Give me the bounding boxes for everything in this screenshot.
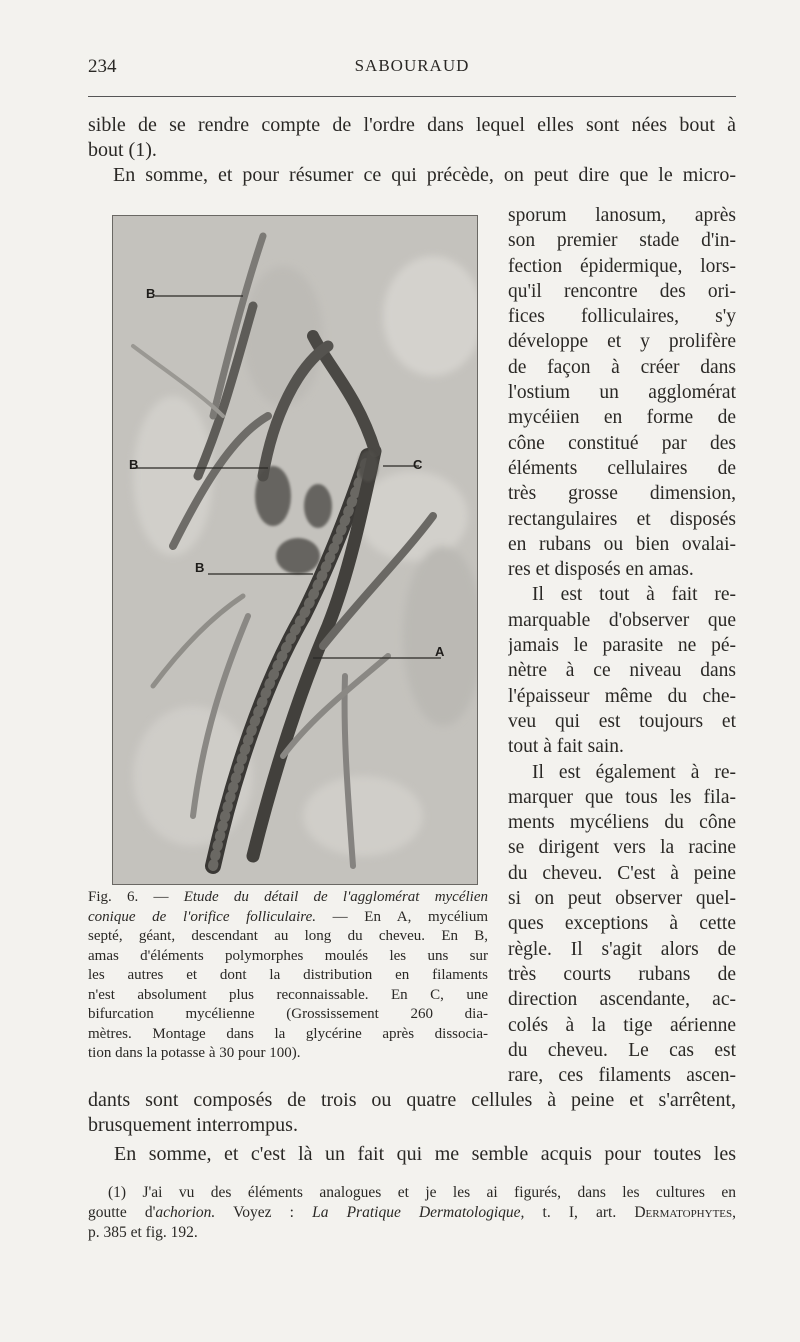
caption-line: conique de l'orifice folliculaire. — En A, mycélium: [88, 908, 488, 925]
caption-line: bifurcation mycélienne (Grossissement 260 dia-: [88, 1006, 488, 1022]
text-line: ques exceptions à cette: [508, 913, 736, 935]
text-line: sible de se rendre compte de l'ordre dans lequel elles sont nées bout à: [88, 114, 736, 136]
text-line: veu qui est toujours et: [508, 710, 736, 732]
text-line: règle. Il s'agit alors de: [508, 938, 736, 960]
footnote-line: [88, 1203, 736, 1223]
footnote-fragment: t. I, art.: [524, 1204, 635, 1221]
caption-line: mètres. Montage dans la glycérine après dissocia-: [88, 1025, 488, 1042]
text-line: très courts rubans de: [508, 963, 736, 985]
text-line: du cheveu. Le cas est: [508, 1039, 736, 1061]
text-line: colés à la tige aérienne: [508, 1014, 736, 1036]
text-line: très grosse dimension,: [508, 483, 736, 505]
figure-label-c: C: [413, 457, 423, 472]
right-column-text: [508, 203, 736, 1088]
text-line: qu'il rencontre des ori-: [508, 280, 736, 302]
text-line: bout (1).: [88, 139, 157, 161]
text-line: marquable d'observer que: [508, 609, 736, 631]
text-line: direction ascendante, ac-: [508, 989, 736, 1011]
caption-line: tion dans la potasse à 30 pour 100).: [88, 1045, 301, 1061]
figure-label-b-lower: B: [195, 560, 205, 575]
text-line: l'épaisseur même du che-: [508, 685, 736, 707]
footnote-book-title: La Pratique Dermatologique,: [312, 1204, 525, 1221]
caption-line: Fig. 6. — Etude du détail de l'agglomérat mycélien: [88, 889, 488, 905]
footnote-line: (1) J'ai vu des éléments analogues et je les ai figurés, dans les cultures en: [108, 1184, 736, 1201]
text-line: en rubans ou bien ovalai-: [508, 533, 736, 555]
text-line: du cheveu. C'est à peine: [508, 862, 736, 884]
caption-line: n'est absolument plus reconnaissable. En C, une: [88, 986, 488, 1003]
text-line: sporum lanosum, après: [508, 205, 736, 226]
footnote-fragment: goutte d': [88, 1204, 156, 1221]
bottom-text: [88, 1088, 736, 1167]
text-line: nètre à ce niveau dans: [508, 660, 736, 682]
text-line: marquer que tous les fila-: [508, 786, 736, 808]
caption-line: les autres et dont la distribution en filaments: [88, 967, 488, 983]
text-line: éléments cellulaires de: [508, 457, 736, 479]
text-line: Il est également à re-: [532, 761, 736, 783]
footnote-fragment: Voyez :: [215, 1204, 313, 1221]
figure-caption: [88, 888, 488, 1064]
micrograph-figure: [112, 215, 478, 885]
text-line: l'ostium un agglomérat: [508, 382, 736, 404]
figure-label-b-top: B: [146, 286, 156, 301]
page-number: 234: [88, 56, 117, 77]
header-rule: [88, 96, 736, 97]
text-line: rectangulaires et disposés: [508, 508, 736, 530]
text-line: fices folliculaires, s'y: [508, 306, 736, 328]
text-line: brusquement interrompus.: [88, 1114, 298, 1136]
figure-label-a: A: [435, 644, 445, 659]
page-header: [88, 56, 736, 86]
text-line: son premier stade d'in-: [508, 230, 736, 252]
footnote: [88, 1183, 736, 1243]
text-line: En somme, et c'est là un fait qui me semble acquis pour toutes les: [114, 1143, 736, 1165]
text-line: dants sont composés de trois ou quatre cellules à peine et s'arrêtent,: [88, 1089, 736, 1111]
text-line: si on peut observer quel-: [508, 888, 736, 910]
text-line: cône constitué par des: [508, 432, 736, 454]
text-line: Il est tout à fait re-: [532, 584, 736, 606]
caption-line: septé, géant, descendant au long du cheveu. En B,: [88, 928, 488, 944]
text-line: de façon à créer dans: [508, 356, 736, 378]
figure-label-b-middle: B: [129, 457, 139, 472]
text-line: mycéiien en forme de: [508, 407, 736, 429]
text-line: ments mycéliens du cône: [508, 812, 736, 834]
caption-line: amas d'éléments polymorphes moulés les uns sur: [88, 947, 488, 964]
text-line: se dirigent vers la racine: [508, 837, 736, 859]
running-head: SABOURAUD: [354, 56, 470, 75]
text-line: res et disposés en amas.: [508, 559, 694, 581]
top-text: [88, 113, 736, 188]
text-line: fection épidermique, lors-: [508, 255, 736, 277]
text-line: rare, ces filaments ascen-: [508, 1065, 736, 1087]
footnote-italic: achorion.: [155, 1204, 216, 1221]
footnote-line: p. 385 et fig. 192.: [88, 1224, 198, 1241]
micrograph-image: [113, 216, 477, 884]
text-line: jamais le parasite ne pé-: [508, 635, 736, 657]
text-line: En somme, et pour résumer ce qui précède, on peut dire que le micro-: [113, 164, 736, 186]
text-line: tout à fait sain.: [508, 736, 624, 758]
text-line: développe et y prolifère: [508, 331, 736, 353]
footnote-article: Dermatophytes,: [634, 1204, 736, 1221]
